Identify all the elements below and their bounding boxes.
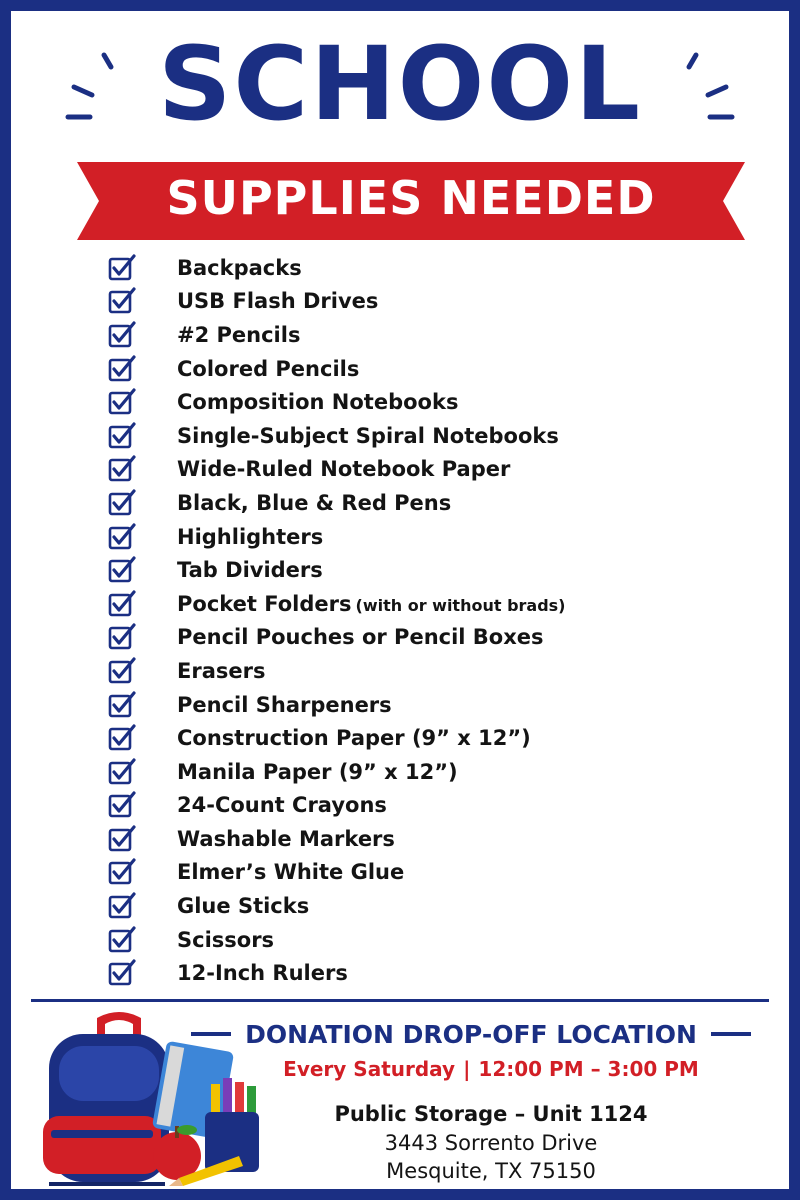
supply-item-text [177, 827, 395, 851]
supply-item-text [177, 256, 302, 280]
supply-item [107, 755, 767, 789]
supply-item-text [177, 860, 404, 884]
supply-item [107, 688, 767, 722]
supply-item [107, 251, 767, 285]
supply-item-label: Tab Dividers [177, 558, 323, 583]
supply-item-label: Washable Markers [177, 826, 395, 851]
supply-item-text [177, 289, 378, 313]
checked-box-icon [107, 454, 137, 484]
supply-item-label: Scissors [177, 927, 275, 952]
schedule-time: 12:00 PM – 3:00 PM [478, 1057, 699, 1081]
supply-item-text [177, 961, 348, 985]
checked-box-icon [107, 387, 137, 417]
supply-item-label: Manila Paper (9” x 12”) [177, 759, 458, 784]
checked-box-icon [107, 723, 137, 753]
checked-box-icon [107, 790, 137, 820]
supply-item [107, 520, 767, 554]
supply-item-label: #2 Pencils [177, 322, 301, 347]
supply-item [107, 553, 767, 587]
supply-item-text [177, 491, 451, 515]
supply-item-label: Construction Paper (9” x 12”) [177, 726, 531, 751]
heading-rule-left [191, 1032, 231, 1036]
dropoff-city: Mesquite, TX 75150 [386, 1159, 596, 1183]
dropoff-heading-row [191, 1016, 751, 1052]
supply-item [107, 318, 767, 352]
supply-item-label: Black, Blue & Red Pens [177, 490, 452, 515]
supply-item [107, 856, 767, 890]
supply-item [107, 352, 767, 386]
flyer-subtitle: SUPPLIES NEEDED [166, 171, 656, 225]
supply-item-text [177, 390, 458, 414]
supply-item-label: Composition Notebooks [177, 390, 459, 415]
supply-item-text [177, 760, 458, 784]
supply-item-text [177, 424, 559, 448]
supply-item [107, 385, 767, 419]
supply-item [107, 889, 767, 923]
supply-item [107, 721, 767, 755]
checked-box-icon [107, 622, 137, 652]
supply-item-note: (with or without brads) [355, 595, 566, 615]
supply-item-text [177, 357, 359, 381]
checked-box-icon [107, 925, 137, 955]
supply-item-text [177, 726, 531, 750]
supply-item [107, 285, 767, 319]
supply-item [107, 587, 767, 621]
supply-item-text [177, 323, 300, 347]
checked-box-icon [107, 421, 137, 451]
dropoff-schedule [191, 1057, 791, 1081]
section-divider [31, 999, 769, 1002]
checked-box-icon [107, 857, 137, 887]
checked-box-icon [107, 286, 137, 316]
supply-list [107, 251, 767, 990]
supply-item-label: Pocket Folders [177, 591, 352, 616]
checked-box-icon [107, 354, 137, 384]
supply-item-label: Erasers [177, 658, 266, 683]
supply-item [107, 789, 767, 823]
supply-item-label: Wide-Ruled Notebook Paper [177, 457, 511, 482]
supply-item-text [177, 894, 309, 918]
checked-box-icon [107, 253, 137, 283]
dropoff-street: 3443 Sorrento Drive [384, 1131, 598, 1155]
supply-item-label: Pencil Pouches or Pencil Boxes [177, 625, 544, 650]
supply-item-text [177, 558, 323, 582]
supply-item-text [177, 457, 510, 481]
supply-item [107, 822, 767, 856]
checked-box-icon [107, 891, 137, 921]
checked-box-icon [107, 958, 137, 988]
checked-box-icon [107, 320, 137, 350]
checked-box-icon [107, 555, 137, 585]
supply-item-label: USB Flash Drives [177, 289, 379, 314]
supply-item-text [177, 625, 544, 649]
supply-item-text [177, 693, 392, 717]
supply-item-label: 12-Inch Rulers [177, 961, 348, 986]
backpack-icon [43, 1012, 169, 1186]
supply-item [107, 453, 767, 487]
supply-item-label: Pencil Sharpeners [177, 692, 392, 717]
supply-item-label: Single-Subject Spiral Notebooks [177, 423, 559, 448]
supply-item-label: Backpacks [177, 255, 302, 280]
supply-item-label: Colored Pencils [177, 356, 360, 381]
supply-item [107, 956, 767, 990]
supply-item-text [177, 793, 387, 817]
supply-item-label: Highlighters [177, 524, 324, 549]
checked-box-icon [107, 589, 137, 619]
schedule-day: Every Saturday [283, 1057, 456, 1081]
supply-item-text [177, 659, 265, 683]
supply-item [107, 419, 767, 453]
supply-item-label: 24-Count Crayons [177, 793, 387, 818]
flyer-title: SCHOOL [157, 25, 643, 144]
supply-item [107, 621, 767, 655]
supply-item-label: Elmer’s White Glue [177, 860, 405, 885]
schedule-separator: | [463, 1057, 471, 1081]
checked-box-icon [107, 757, 137, 787]
supply-item-text [177, 592, 566, 616]
heading-rule-right [711, 1032, 751, 1036]
checked-box-icon [107, 656, 137, 686]
checked-box-icon [107, 488, 137, 518]
dropoff-facility: Public Storage – Unit 1124 [334, 1102, 648, 1126]
dropoff-heading: DONATION DROP-OFF LOCATION [245, 1019, 697, 1049]
supply-item [107, 654, 767, 688]
supply-item [107, 486, 767, 520]
supply-item-text [177, 928, 274, 952]
supply-item-label: Glue Sticks [177, 894, 310, 919]
subtitle-ribbon [77, 156, 745, 240]
supply-item [107, 923, 767, 957]
supply-item-text [177, 525, 323, 549]
checked-box-icon [107, 824, 137, 854]
checked-box-icon [107, 522, 137, 552]
checked-box-icon [107, 690, 137, 720]
